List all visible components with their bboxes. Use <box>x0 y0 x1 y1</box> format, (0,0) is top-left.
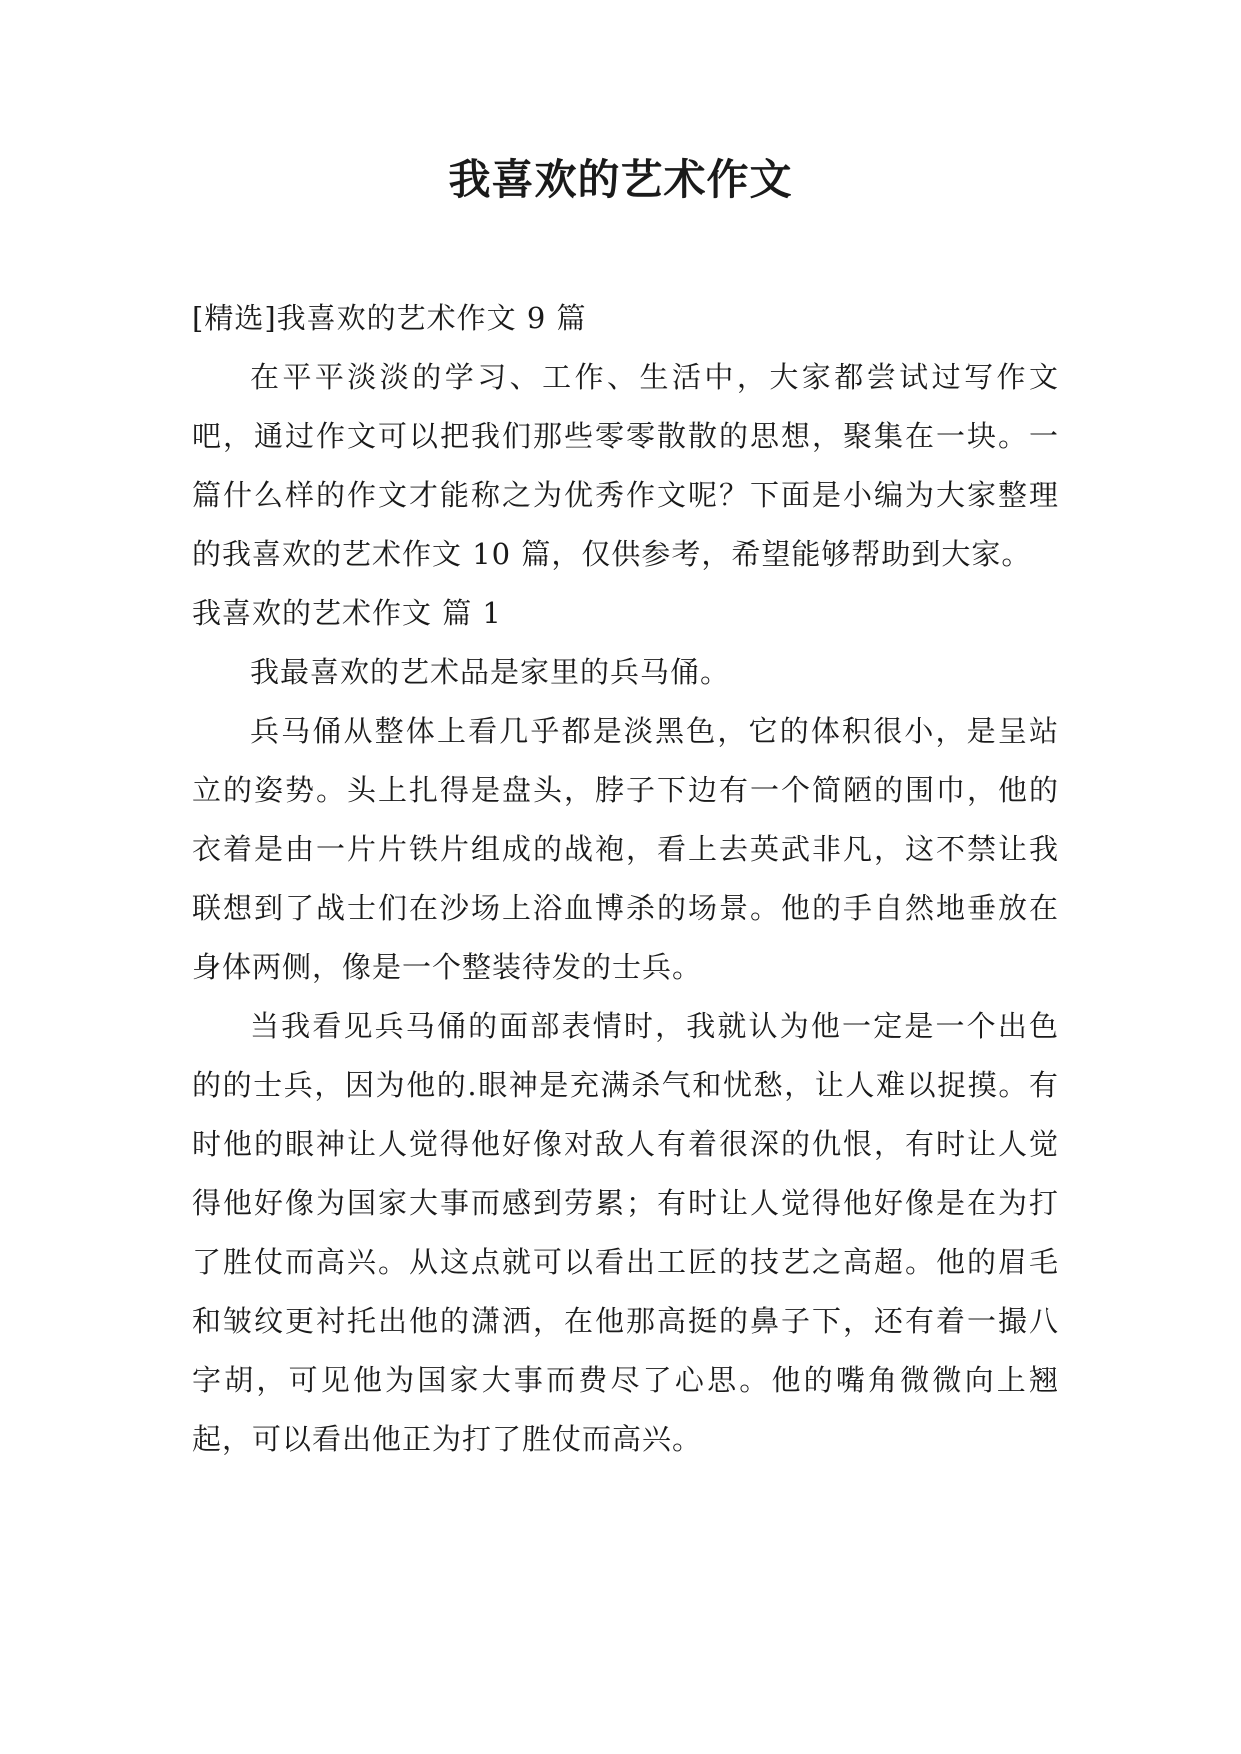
paragraph: 兵马俑从整体上看几乎都是淡黑色，它的体积很小，是呈站立的姿势。头上扎得是盘头，脖子下边有一个简陋的围巾，他的衣着是由一片片铁片组成的战袍，看上去英武非凡，这不禁让我联想到了战士们在沙场上浴血博杀的场景。他的手自然地垂放在身体两侧，像是一个整装待发的士兵。 <box>192 714 1059 984</box>
paragraph: 我最喜欢的艺术品是家里的兵马俑。 <box>250 655 731 689</box>
document-body <box>192 289 1059 1469</box>
document-title: 我喜欢的艺术作文 <box>448 155 793 204</box>
paragraph: 我喜欢的艺术作文 篇 1 <box>192 596 502 630</box>
paragraph: 在平平淡淡的学习、工作、生活中，大家都尝试过写作文吧，通过作文可以把我们那些零零散散的思想，聚集在一块。一篇什么样的作文才能称之为优秀作文呢？下面是小编为大家整理的我喜欢的艺术作文 10 篇，仅供参考，希望能够帮助到大家。 <box>192 360 1059 571</box>
paragraph: [精选]我喜欢的艺术作文 9 篇 <box>192 301 587 335</box>
paragraph: 当我看见兵马俑的面部表情时，我就认为他一定是一个出色的的士兵，因为他的.眼神是充满杀气和忧愁，让人难以捉摸。有时他的眼神让人觉得他好像对敌人有着很深的仇恨，有时让人觉得他好像为国家大事而感到劳累；有时让人觉得他好像是在为打了胜仗而高兴。从这点就可以看出工匠的技艺之高超。他的眉毛和皱纹更衬托出他的潇洒，在他那高挺的鼻子下，还有着一撮八字胡，可见他为国家大事而费尽了心思。他的嘴角微微向上翘起，可以看出他正为打了胜仗而高兴。 <box>192 1009 1059 1456</box>
